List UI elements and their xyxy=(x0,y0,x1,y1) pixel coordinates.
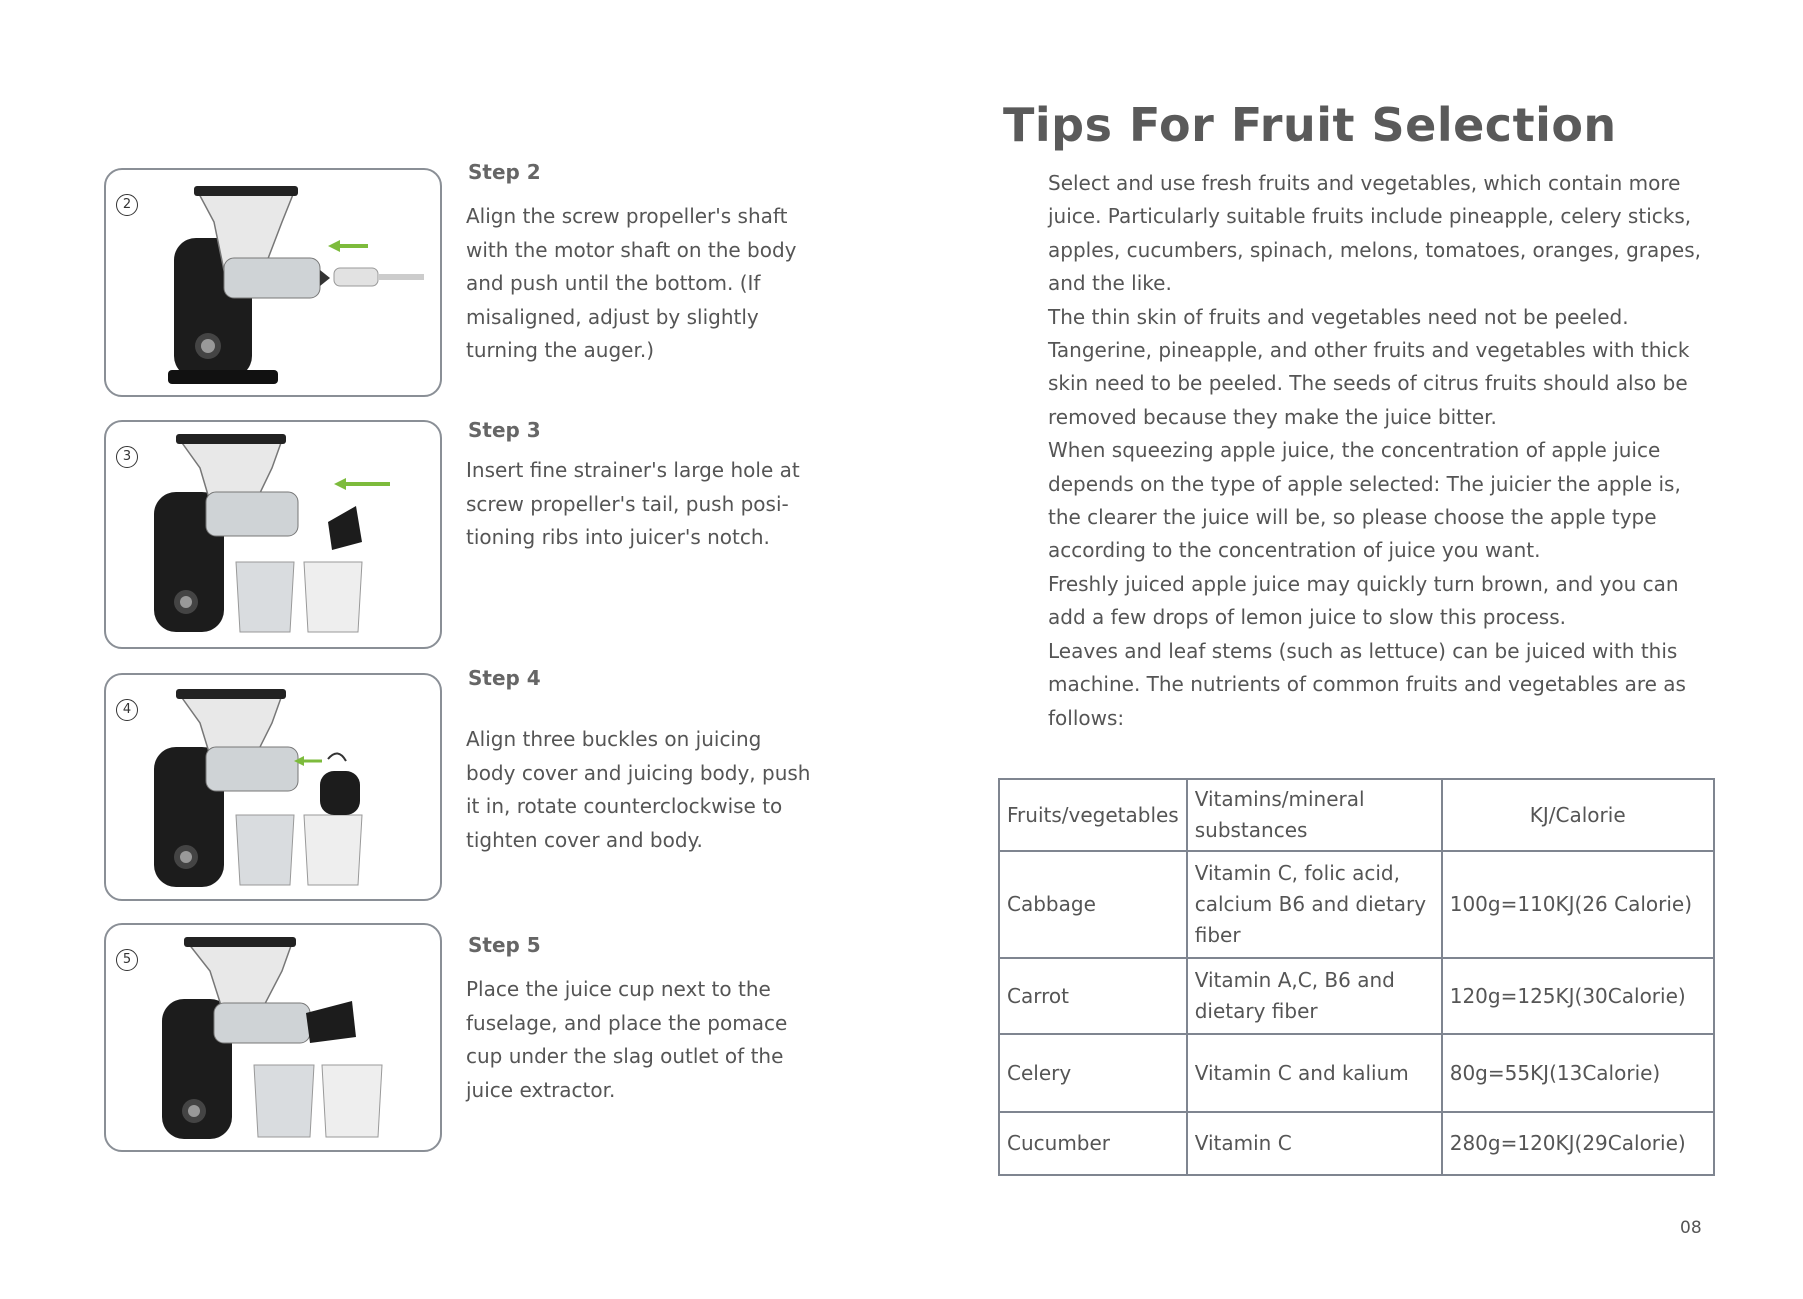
text-line: turning the auger.) xyxy=(466,338,655,362)
table-cell: Vitamin C, folic acid, calcium B6 and dietary fiber xyxy=(1187,851,1442,958)
table-header-cell: KJ/Calorie xyxy=(1442,779,1714,851)
text-line: tioning ribs into juicer's notch. xyxy=(466,525,770,549)
text-line: apples, cucumbers, spinach, melons, tomatoes, oranges, grapes, xyxy=(1048,237,1702,262)
table-header-row xyxy=(999,779,1714,851)
step-3-text xyxy=(466,454,826,555)
step-number-badge: 2 xyxy=(116,194,138,216)
table-cell: 100g=110KJ(26 Calorie) xyxy=(1442,851,1714,958)
text-line: misaligned, adjust by slightly xyxy=(466,304,759,329)
step-4-card xyxy=(104,673,442,901)
table-cell: 80g=55KJ(13Calorie) xyxy=(1442,1034,1714,1112)
table-cell: Cabbage xyxy=(999,851,1187,958)
text-line: with the motor shaft on the body xyxy=(466,237,797,262)
text-line: Leaves and leaf stems (such as lettuce) can be juiced with this xyxy=(1048,638,1678,663)
text-line: Insert fine strainer's large hole at xyxy=(466,458,800,482)
table-cell: Celery xyxy=(999,1034,1187,1112)
text-line: When squeezing apple juice, the concentration of apple juice xyxy=(1048,438,1661,463)
step-2-text xyxy=(466,200,826,368)
text-line: skin need to be peeled. The seeds of citrus fruits should also be xyxy=(1048,371,1688,396)
juicer-step-3-illustration xyxy=(106,422,440,647)
text-line: Select and use fresh fruits and vegetables, which contain more xyxy=(1048,171,1681,195)
text-line: follows: xyxy=(1048,705,1125,730)
text-line: and the like. xyxy=(1048,271,1172,296)
table-row xyxy=(999,958,1714,1034)
text-line: according to the concentration of juice you want. xyxy=(1048,538,1541,563)
step-5-text xyxy=(466,973,826,1107)
text-line: removed because they make the juice bitter. xyxy=(1048,404,1497,429)
tips-paragraph xyxy=(1048,167,1720,735)
step-2-title: Step 2 xyxy=(468,160,541,184)
text-line: the clearer the juice will be, so please choose the apple type xyxy=(1048,505,1657,530)
juicer-step-5-illustration xyxy=(106,925,440,1150)
text-line: Tangerine, pineapple, and other fruits and vegetables with thick xyxy=(1048,338,1690,363)
text-line: depends on the type of apple selected: The juicier the apple is, xyxy=(1048,471,1681,496)
step-4-title: Step 4 xyxy=(468,666,541,690)
text-line: Align the screw propeller's shaft xyxy=(466,204,788,228)
text-line: Place the juice cup next to the xyxy=(466,977,771,1001)
nutrition-table xyxy=(998,778,1715,1176)
table-cell: Vitamin C xyxy=(1187,1112,1442,1175)
step-4-text xyxy=(466,723,826,857)
table-header-cell: Vitamins/mineral substances xyxy=(1187,779,1442,851)
table-row xyxy=(999,851,1714,958)
text-line: and push until the bottom. (If xyxy=(466,271,761,295)
step-number-badge: 5 xyxy=(116,949,138,971)
text-line: machine. The nutrients of common fruits and vegetables are as xyxy=(1048,672,1686,697)
table-cell: 120g=125KJ(30Calorie) xyxy=(1442,958,1714,1034)
text-line: add a few drops of lemon juice to slow this process. xyxy=(1048,605,1566,630)
table-row xyxy=(999,1112,1714,1175)
step-number-badge: 3 xyxy=(116,446,138,468)
table-cell: Cucumber xyxy=(999,1112,1187,1175)
page-title: Tips For Fruit Selection xyxy=(1003,98,1617,152)
step-5-card xyxy=(104,923,442,1152)
page-number: 08 xyxy=(1680,1218,1702,1238)
text-line: Freshly juiced apple juice may quickly turn brown, and you can xyxy=(1048,571,1679,596)
text-line: tighten cover and body. xyxy=(466,827,703,852)
text-line: juice extractor. xyxy=(466,1077,616,1102)
text-line: Align three buckles on juicing xyxy=(466,727,762,751)
text-line: screw propeller's tail, push posi- xyxy=(466,491,789,516)
juicer-step-2-illustration xyxy=(106,170,440,395)
table-cell: 280g=120KJ(29Calorie) xyxy=(1442,1112,1714,1175)
text-line: cup under the slag outlet of the xyxy=(466,1044,784,1068)
table-cell: Carrot xyxy=(999,958,1187,1034)
step-5-title: Step 5 xyxy=(468,933,541,957)
step-number-badge: 4 xyxy=(116,699,138,721)
text-line: fuselage, and place the pomace xyxy=(466,1010,788,1035)
table-header-cell: Fruits/vegetables xyxy=(999,779,1187,851)
text-line: body cover and juicing body, push xyxy=(466,760,811,785)
table-cell: Vitamin A,C, B6 and dietary fiber xyxy=(1187,958,1442,1034)
text-line: juice. Particularly suitable fruits include pineapple, celery sticks, xyxy=(1048,204,1692,229)
juicer-step-4-illustration xyxy=(106,675,440,899)
step-2-card xyxy=(104,168,442,397)
table-row xyxy=(999,1034,1714,1112)
text-line: The thin skin of fruits and vegetables need not be peeled. xyxy=(1048,304,1629,329)
text-line: it in, rotate counterclockwise to xyxy=(466,794,783,818)
table-cell: Vitamin C and kalium xyxy=(1187,1034,1442,1112)
step-3-card xyxy=(104,420,442,649)
step-3-title: Step 3 xyxy=(468,418,541,442)
